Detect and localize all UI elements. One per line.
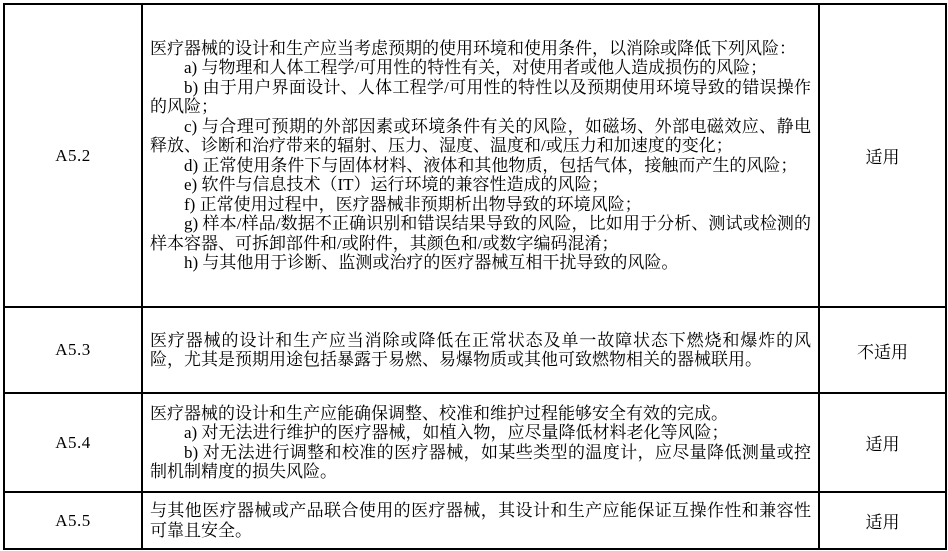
requirement-paragraph: a) 对无法进行维护的医疗器械，如植入物，应尽量降低材料老化等风险； (184, 423, 729, 442)
table-row (4, 307, 946, 393)
requirement-paragraph: 医疗器械的设计和生产应当考虑预期的使用环境和使用条件，以消除或降低下列风险： (150, 38, 796, 58)
requirement-paragraph: e) 软件与信息技术（IT）运行环境的兼容性造成的风险； (184, 175, 609, 194)
clause-number: A5.4 (4, 393, 142, 492)
applicability-status: 适用 (819, 4, 946, 307)
table-row (4, 393, 946, 492)
requirement-paragraph: 医疗器械的设计和生产应当消除或降低在正常状态及单一故障状态下燃烧和爆炸的风险，尤其是预期用途包括暴露于易燃、易爆物质或其他可致燃物相关的器械联用。 (150, 330, 811, 369)
applicability-status: 不适用 (819, 307, 946, 393)
table-row (4, 4, 946, 307)
requirements-table-body (4, 4, 946, 549)
requirement-paragraph: h) 与其他用于诊断、监测或治疗的医疗器械互相干扰导致的风险。 (184, 253, 679, 272)
requirement-paragraph: b) 对无法进行调整和校准的医疗器械，如某些类型的温度计，应尽量降低测量或控制机制精度的损失风险。 (150, 442, 811, 481)
requirement-paragraph: b) 由于用户界面设计、人体工程学/可用性的特性以及预期使用环境导致的错误操作的风险； (150, 77, 811, 116)
table-row (4, 492, 946, 549)
requirement-paragraph: a) 与物理和人体工程学/可用性的特性有关，对使用者或他人造成损伤的风险； (184, 58, 768, 77)
requirement-paragraph: g) 样本/样品/数据不正确识别和错误结果导致的风险，比如用于分析、测试或检测的样本容器、可拆卸部件和/或附件，其颜色和/或数字编码混淆； (150, 214, 811, 253)
requirement-paragraph: d) 正常使用条件下与固体材料、液体和其他物质，包括气体，接触而产生的风险； (184, 155, 798, 175)
requirement-description (142, 393, 819, 492)
requirement-paragraph: 与其他医疗器械或产品联合使用的医疗器械，其设计和生产应能保证互操作性和兼容性可靠且安全。 (150, 501, 811, 540)
applicability-status: 适用 (819, 492, 946, 549)
requirement-description (142, 307, 819, 393)
clause-number: A5.5 (4, 492, 142, 549)
applicability-status: 适用 (819, 393, 946, 492)
requirement-description (142, 492, 819, 549)
requirement-description (142, 4, 819, 307)
clause-number: A5.2 (4, 4, 142, 307)
requirement-paragraph: f) 正常使用过程中，医疗器械非预期析出物导致的环境风险； (184, 194, 642, 214)
clause-number: A5.3 (4, 307, 142, 393)
requirement-paragraph: c) 与合理可预期的外部因素或环境条件有关的风险，如磁场、外部电磁效应、静电释放、诊断和治疗带来的辐射、压力、湿度、温度和/或压力和加速度的变化； (150, 116, 811, 155)
requirement-paragraph: 医疗器械的设计和生产应能确保调整、校准和维护过程能够安全有效的完成。 (150, 403, 728, 423)
requirements-table (3, 3, 947, 550)
